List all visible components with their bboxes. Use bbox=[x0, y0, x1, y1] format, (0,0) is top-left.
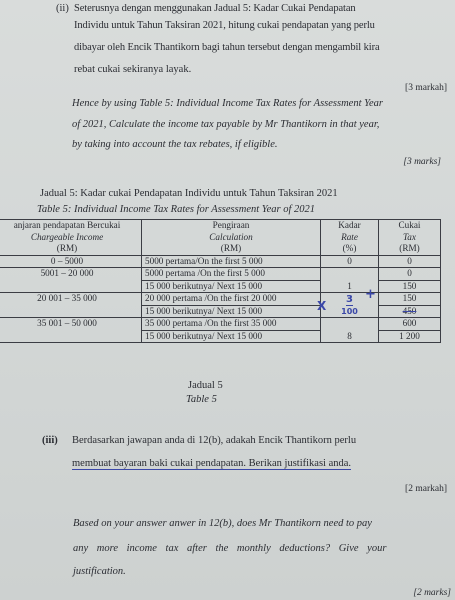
cell-range: 20 001 – 35 000 bbox=[0, 293, 142, 318]
header-col4-malay: Cukai bbox=[398, 220, 421, 230]
table-row bbox=[0, 293, 441, 306]
table-title-malay: Jadual 5: Kadar cukai Pendapatan Individu untuk Tahun Taksiran 2021 bbox=[40, 188, 338, 199]
header-col4-unit: (RM) bbox=[399, 243, 420, 253]
q3-malay-line1: Berdasarkan jawapan anda di 12(b), adakah Encik Thantikorn perlu bbox=[72, 435, 357, 446]
header-tax bbox=[379, 220, 441, 256]
hand-denominator-100: 100 bbox=[341, 306, 358, 316]
q2-english-marks: [3 marks] bbox=[403, 157, 441, 167]
cell-calc: 15 000 berikutnya/ Next 15 000 bbox=[142, 330, 321, 343]
header-col4-english: Tax bbox=[403, 231, 416, 242]
q2-english-line3: by taking into account the tax rebates, if eligible. bbox=[72, 139, 278, 150]
q3-malay-line2: membuat bayaran baki cukai pendapatan. Berikan justifikasi anda. bbox=[72, 458, 352, 469]
header-col1-malay: anjaran pendapatan Bercukai bbox=[13, 220, 121, 230]
q3-malay-marks: [2 markah] bbox=[405, 484, 447, 494]
header-rate bbox=[321, 220, 379, 256]
header-col1-unit: (RM) bbox=[56, 243, 78, 253]
cell-calc: 35 000 pertama /On the first 35 000 bbox=[142, 318, 321, 331]
cell-calc: 15 000 berikutnya/ Next 15 000 bbox=[142, 305, 321, 318]
header-col2-malay: Pengiraan bbox=[212, 220, 250, 230]
tax-rates-table bbox=[0, 219, 441, 343]
caption-malay: Jadual 5 bbox=[188, 380, 223, 391]
header-col3-english: Rate bbox=[341, 231, 358, 242]
table-row bbox=[0, 268, 441, 281]
cell-tax: 150 bbox=[379, 280, 441, 293]
table-row bbox=[0, 318, 441, 331]
cell-range: 5001 – 20 000 bbox=[0, 268, 142, 293]
q2-malay-line3: dibayar oleh Encik Thantikorn bagi tahun tersebut dengan mengambil kira bbox=[74, 42, 380, 53]
table-header-row bbox=[0, 220, 441, 256]
q2-malay-marks: [3 markah] bbox=[405, 83, 447, 93]
cell-tax: 0 bbox=[379, 255, 441, 268]
q3-label: (iii) bbox=[42, 435, 58, 446]
cell-tax: 0 bbox=[379, 268, 441, 281]
cell-tax bbox=[379, 305, 441, 318]
cell-tax: 1 200 bbox=[379, 330, 441, 343]
header-col2-unit: (RM) bbox=[220, 243, 242, 253]
q3-english-line3: justification. bbox=[73, 566, 126, 577]
header-calculation bbox=[142, 220, 321, 256]
q2-english-line2: of 2021, Calculate the income tax payable by Mr Thantikorn in that year, bbox=[72, 119, 380, 130]
header-col3-unit: (%) bbox=[342, 243, 357, 253]
header-col2-english: Calculation bbox=[209, 231, 253, 242]
q2-malay-line1: Seterusnya dengan menggunakan Jadual 5: Kadar Cukai Pendapatan bbox=[74, 3, 356, 14]
header-col1-english: Chargeable Income bbox=[30, 231, 104, 242]
cell-tax bbox=[365, 287, 441, 306]
q3-english-line1: Based on your answer anwer in 12(b), does Mr Thantikorn need to pay bbox=[73, 518, 372, 529]
q3-english-line2: any more income tax after the monthly deductions? Give your bbox=[73, 543, 387, 554]
q2-malay-line4: rebat cukai sekiranya layak. bbox=[74, 64, 192, 75]
cell-range: 0 – 5000 bbox=[0, 255, 142, 268]
hand-multiply-x: X bbox=[317, 299, 327, 313]
q2-malay-line2: Individu untuk Tahun Taksiran 2021, hitung cukai pendapatan yang perlu bbox=[74, 20, 375, 31]
cell-rate: 0 bbox=[321, 255, 379, 268]
table-title-english: Table 5: Individual Income Tax Rates for Assessment Year of 2021 bbox=[37, 204, 316, 215]
q3-english-marks: [2 marks] bbox=[413, 588, 451, 598]
cell-tax-value: 450 bbox=[402, 305, 417, 316]
cell-tax: 600 bbox=[379, 318, 441, 331]
cell-range: 35 001 – 50 000 bbox=[0, 318, 142, 343]
table-row bbox=[0, 255, 441, 268]
header-chargeable-income bbox=[0, 220, 142, 256]
hand-rate-3: 3 bbox=[346, 293, 353, 305]
cell-calc: 5000 pertama/On the first 5 000 bbox=[142, 255, 321, 268]
cell-rate: 1 bbox=[321, 268, 379, 293]
cell-calc: 5000 pertama /On the first 5 000 bbox=[142, 268, 321, 281]
hand-plus-sign: + bbox=[365, 287, 376, 302]
q2-label: (ii) bbox=[56, 3, 69, 14]
cell-calc: 20 000 pertama /On the first 20 000 bbox=[142, 293, 321, 306]
cell-calc: 15 000 berikutnya/ Next 15 000 bbox=[142, 280, 321, 293]
q2-english-line1: Hence by using Table 5: Individual Income Tax Rates for Assessment Year bbox=[72, 98, 383, 109]
cell-tax-value: 150 bbox=[402, 293, 417, 303]
header-col3-malay: Kadar bbox=[338, 220, 361, 230]
cell-rate: 8 bbox=[321, 318, 379, 343]
caption-english: Table 5 bbox=[186, 394, 217, 405]
